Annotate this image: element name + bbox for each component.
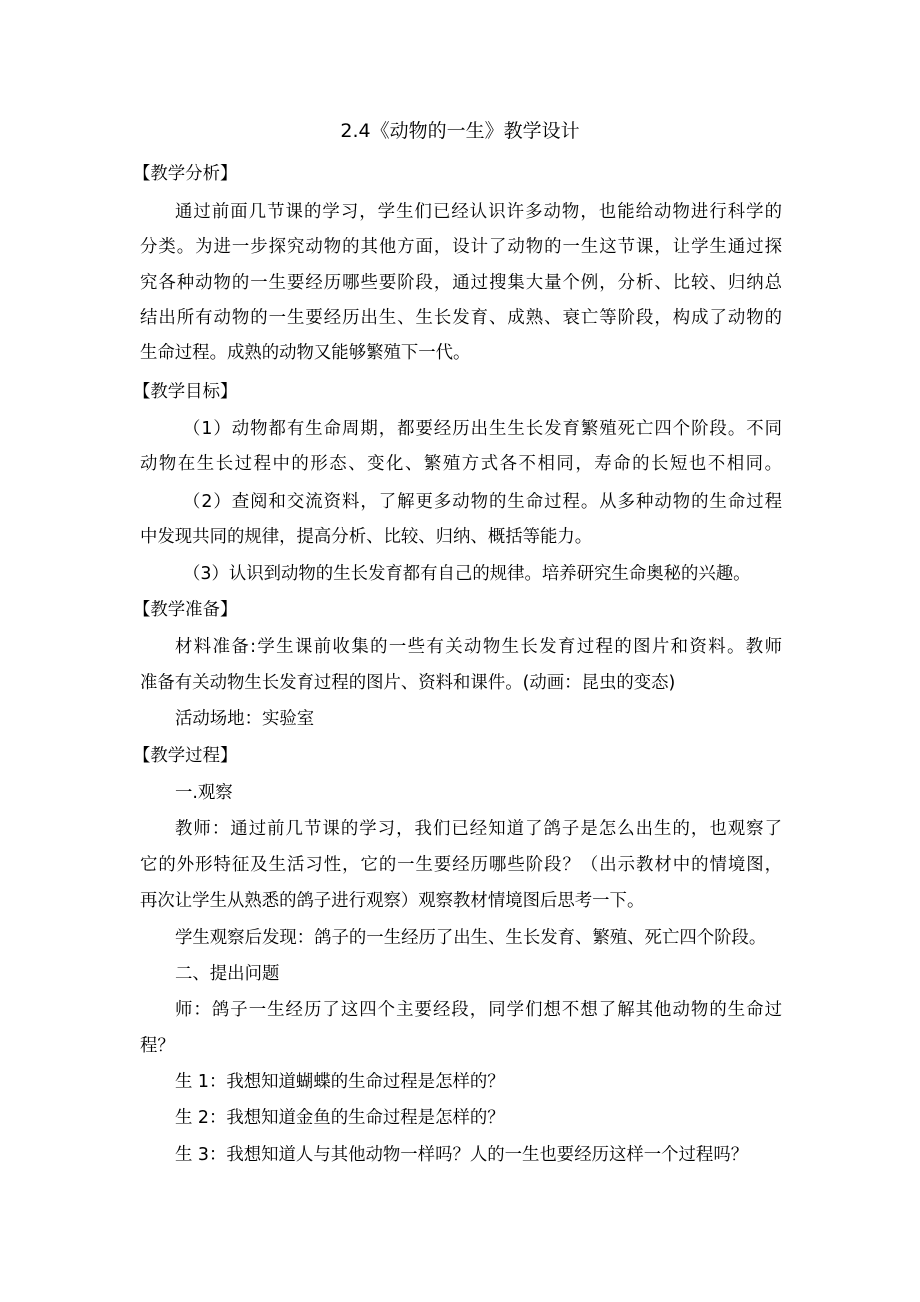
paragraph-line: 分类。为进一步探究动物的其他方面，设计了动物的一生这节课，让学生通过探 [140, 237, 782, 257]
paragraph-line: 材料准备:学生课前收集的一些有关动物生长发育过程的图片和资料。教师 [175, 637, 782, 657]
paragraph-line: 究各种动物的一生要经历哪些要阶段，通过搜集大量个例，分析、比较、归纳总 [140, 273, 782, 293]
section-heading-prep: 【教学准备】 [133, 600, 238, 620]
paragraph-line: 生命过程。成熟的动物又能够繁殖下一代。 [140, 343, 471, 363]
paragraph-line: 生 1：我想知道蝴蝶的生命过程是怎样的？ [175, 1072, 505, 1092]
paragraph-line: （1）动物都有生命周期，都要经历出生生长发育繁殖死亡四个阶段。不同 [183, 419, 782, 439]
section-heading-process: 【教学过程】 [133, 746, 238, 766]
paragraph-line: 生 2：我想知道金鱼的生命过程是怎样的？ [175, 1108, 505, 1128]
section-heading-goals: 【教学目标】 [133, 382, 238, 402]
paragraph-line: （3）认识到动物的生长发育都有自己的规律。培养研究生命奥秘的兴趣。 [183, 564, 751, 584]
paragraph-line: 动物在生长过程中的形态、变化、繁殖方式各不相同，寿命的长短也不相同。 [140, 454, 782, 474]
paragraph-line: （2）查阅和交流资料，了解更多动物的生命过程。从多种动物的生命过程 [183, 492, 782, 512]
paragraph-line: 它的外形特征及生活习性，它的一生要经历哪些阶段？（出示教材中的情境图， [140, 855, 782, 875]
paragraph-line: 学生观察后发现：鸽子的一生经历了出生、生长发育、繁殖、死亡四个阶段。 [175, 928, 767, 948]
document-title: 2.4《动物的一生》教学设计 [340, 120, 580, 142]
section-heading-analysis: 【教学分析】 [133, 164, 238, 184]
paragraph-line: 准备有关动物生长发育过程的图片、资料和课件。(动画：昆虫的变态) [140, 673, 676, 693]
paragraph-line: 程？ [140, 1036, 175, 1056]
paragraph-line: 活动场地：实验室 [175, 709, 315, 729]
paragraph-line: 结出所有动物的一生要经历出生、生长发育、成熟、衰亡等阶段，构成了动物的 [140, 308, 782, 328]
paragraph-line: 通过前面几节课的学习，学生们已经认识许多动物，也能给动物进行科学的 [175, 202, 782, 222]
subsection-heading: 一.观察 [175, 783, 233, 803]
subsection-heading: 二、提出问题 [175, 964, 280, 984]
paragraph-line: 中发现共同的规律，提高分析、比较、归纳、概括等能力。 [140, 527, 593, 547]
paragraph-line: 教师：通过前几节课的学习，我们已经知道了鸽子是怎么出生的，也观察了 [175, 819, 782, 839]
paragraph-line: 师：鸽子一生经历了这四个主要经段，同学们想不想了解其他动物的生命过 [175, 1000, 782, 1020]
paragraph-line: 生 3：我想知道人与其他动物一样吗？人的一生也要经历这样一个过程吗？ [175, 1145, 749, 1165]
paragraph-line: 再次让学生从熟悉的鸽子进行观察）观察教材情境图后思考一下。 [140, 891, 645, 911]
